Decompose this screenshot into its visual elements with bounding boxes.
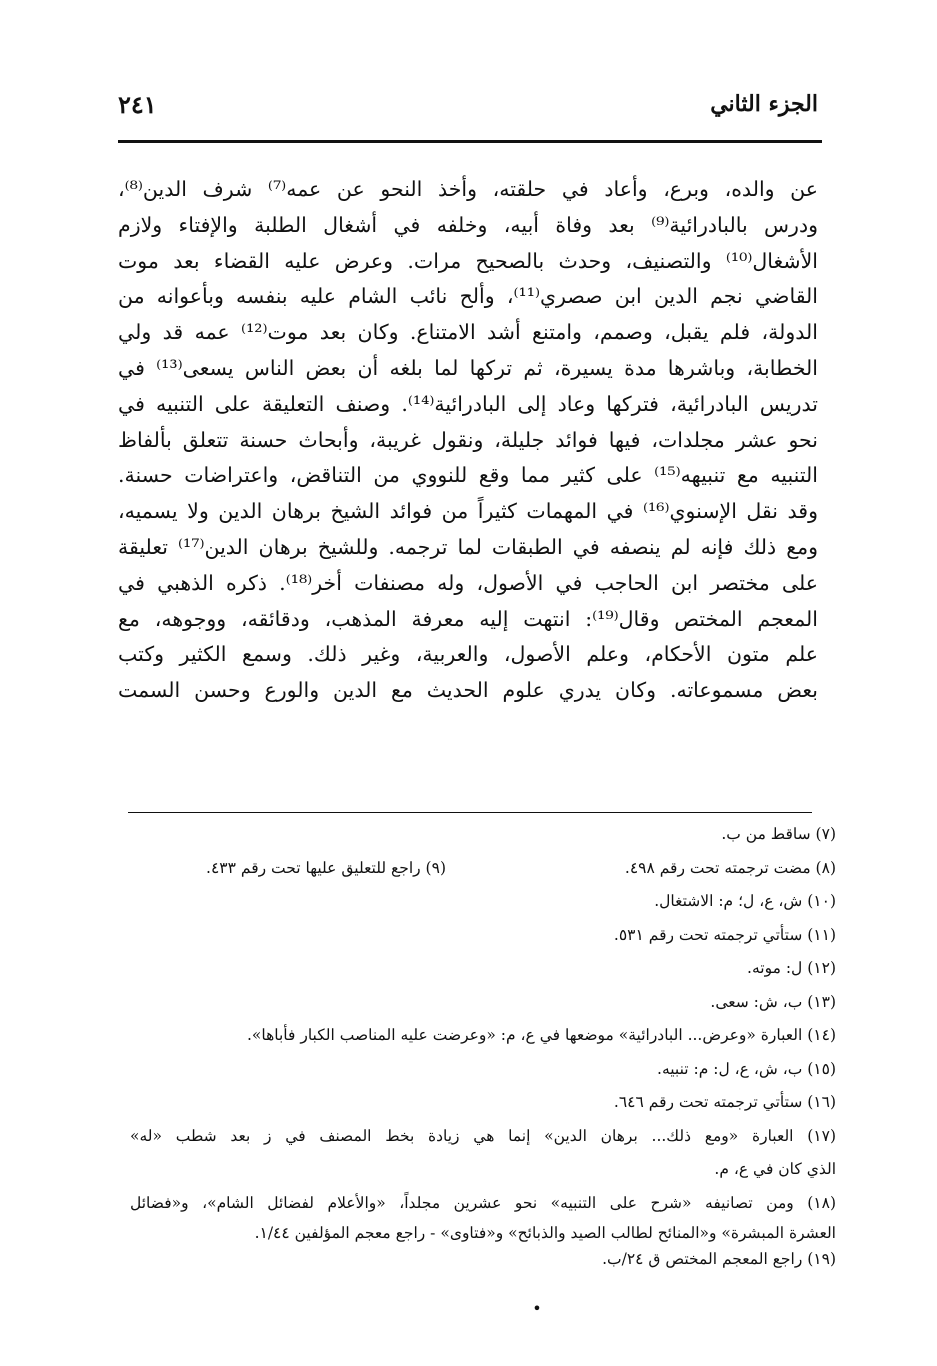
text-line: نحو عشر مجلدات، فيها فوائد جليلة، ونقول غريبة، وأبحاث حسنة تتعلق بألفاظ: [118, 427, 818, 452]
signature-mark: •: [532, 1299, 542, 1318]
text-line: بعض مسموعاته. وكان يدري علوم الحديث مع الدين والورع وحسن السمت: [118, 678, 818, 703]
footnote-rule: [128, 812, 812, 813]
footnote-8: (٨) مضت ترجمته تحت رقم ٤٩٨.: [624, 858, 836, 877]
page-number: ٢٤١: [118, 89, 157, 119]
footnote-19: (١٩) راجع المعجم المختص ق ٢٤/ب.: [602, 1250, 836, 1268]
footnote-12: (١٢) ل: موته.: [747, 959, 836, 977]
text-line: عن والده، وبرع، وأعاد في حلقته، وأخذ النحو عن عمه⁽⁷⁾ شرف الدين⁽⁸⁾،: [118, 177, 818, 201]
footnote-14: (١٤) العبارة «وعرض... البادرائية» موضعها في ع، م: «وعرضت عليه المناصب الكبار فأباها».: [246, 1026, 836, 1044]
text-line: على مختصر ابن الحاجب في الأصول، وله مصنفات أخر⁽¹⁸⁾. ذكره الذهبي في: [118, 570, 818, 595]
text-line: التنبيه مع تنبيهه⁽¹⁵⁾ على كثير مما وقع للنووي من التناقض، واعتراضات حسنة.: [118, 463, 818, 488]
footnote-17-line-2: الذي كان في ع، م.: [714, 1160, 836, 1178]
footnote-9: (٩) راجع للتعليق عليها تحت رقم ٤٣٣.: [206, 858, 446, 877]
footnote-row-8-9: [130, 852, 836, 886]
text-line: القاضي نجم الدين ابن صصري⁽¹¹⁾، وألح نائب الشام عليه بنفسه وبأعوانه من: [118, 284, 818, 309]
text-line: ومع ذلك فإنه لم ينصفه في الطبقات لما ترجمه. وللشيخ برهان الدين⁽¹⁷⁾ تعليقة: [118, 534, 818, 559]
page-header: [118, 84, 818, 124]
footnote-18-line-1: (١٨) ومن تصانيفه «شرح على التنبيه» نحو عشرين مجلداً، «والأعلام لفضائل الشام»، و«فضائل: [130, 1193, 836, 1212]
main-text: [118, 172, 818, 709]
text-line: تدريس البادرائية، فتركها وعاد إلى البادرائية⁽¹⁴⁾. وصنف التعليقة على التنبيه في: [118, 391, 818, 416]
header-rule: [118, 140, 822, 143]
running-title: الجزء الثاني: [710, 91, 818, 117]
text-line: علم متون الأحكام، وعلم الأصول، والعربية، وغير ذلك. وسمع الكثير وكتب: [118, 642, 818, 667]
footnote-17-line-1: (١٧) العبارة «ومع ذلك... برهان الدين» إنما هي زيادة بخط المصنف في ز بعد شطب «له»: [130, 1126, 836, 1145]
text-line: الخطابة، وباشرها مدة يسيرة، ثم تركها لما بلغه أن بعض الناس يسعى⁽¹³⁾ في: [118, 355, 818, 380]
footnote-16: (١٦) ستأتي ترجمته تحت رقم ٦٤٦.: [613, 1093, 836, 1111]
footnote-7: (٧) ساقط من ب.: [721, 825, 836, 843]
text-line: وقد نقل الإسنوي⁽¹⁶⁾ في المهمات كثيراً من فوائد الشيخ برهان الدين ولا يسميه،: [118, 499, 818, 524]
footnote-11: (١١) ستأتي ترجمته تحت رقم ٥٣١.: [613, 925, 836, 944]
footnote-13: (١٣) ب، ش: سعى.: [710, 992, 836, 1011]
footnotes: [130, 818, 836, 1272]
text-line: ودرس بالبادرائية⁽⁹⁾ بعد وفاة أبيه، وخلفه في أشغال الطلبة والإفتاء ولازم: [118, 212, 818, 237]
footnote-10: (١٠) ش، ع، ل؛ م: الاشتغال.: [654, 892, 836, 910]
text-line: الأشغال⁽¹⁰⁾ والتصنيف، وحدث بالصحيح مرات. وعرض عليه القضاء بعد موت: [118, 248, 818, 273]
footnote-15: (١٥) ب، ش، ع، ل: م: تنبيه.: [657, 1059, 836, 1078]
text-line: المعجم المختص وقال⁽¹⁹⁾: انتهت إليه معرفة المذهب، ودقائقه، ووجوهه، مع: [118, 606, 818, 631]
footnote-18-line-2: العشرة المبشرة» و«المنائح لطالب الصيد والذبائح» و«فتاوى» - راجع معجم المؤلفين ١/٤٤.: [254, 1224, 836, 1242]
text-line: الدولة، فلم يقبل، وصمم، وامتنع أشد الامتناع. وكان بعد موت⁽¹²⁾ عمه قد ولي: [118, 320, 818, 345]
